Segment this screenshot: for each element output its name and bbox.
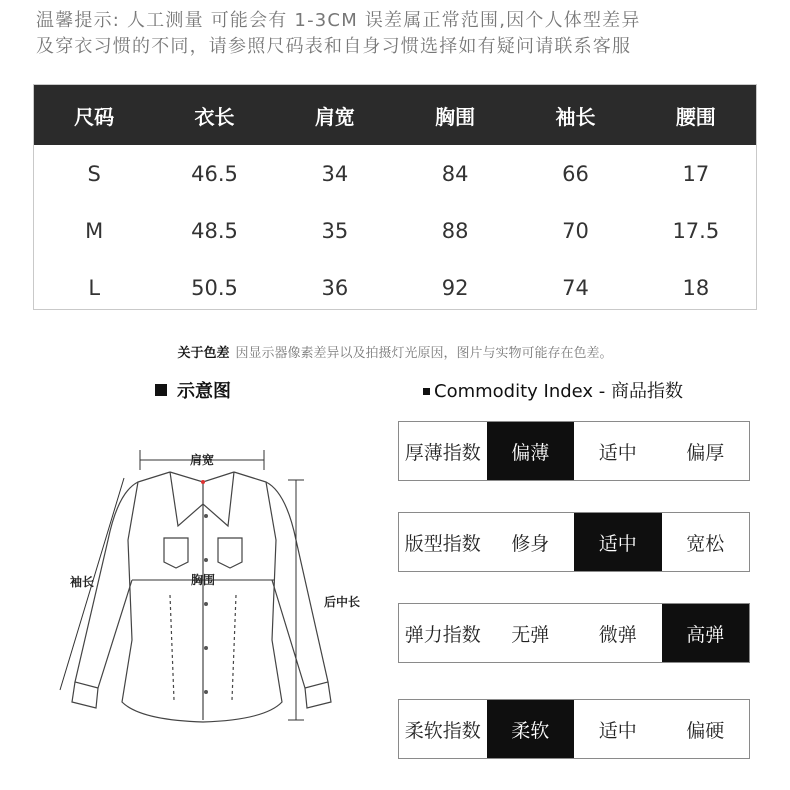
index-option: 适中 — [598, 441, 637, 464]
collar-point-icon — [201, 480, 205, 484]
table-cell: 70 — [562, 218, 589, 243]
square-bullet-icon — [155, 384, 167, 396]
table-cell: 66 — [562, 161, 589, 186]
index-option: 适中 — [598, 719, 637, 742]
table-cell: 35 — [321, 218, 349, 243]
size-table — [33, 84, 757, 310]
index-option: 宽松 — [686, 532, 725, 555]
table-cell: M — [85, 218, 104, 243]
size-table-header-row — [34, 85, 756, 145]
index-row-elasticity — [398, 603, 750, 663]
shirt-diagram — [20, 420, 385, 780]
index-option: 修身 — [511, 532, 550, 555]
index-title — [423, 377, 683, 403]
button-dots — [204, 514, 208, 694]
table-row — [34, 145, 756, 202]
table-cell: 18 — [682, 275, 710, 300]
notice-line-2: 及穿衣习惯的不同，请参照尺码表和自身习惯选择如有疑问请联系客服 — [36, 36, 632, 57]
table-cell: 88 — [441, 218, 469, 243]
table-cell: 34 — [321, 161, 349, 186]
index-label: 版型指数 — [404, 532, 481, 555]
header-shoulder: 肩宽 — [275, 85, 395, 145]
color-difference-note — [0, 342, 790, 361]
index-label: 厚薄指数 — [404, 441, 481, 464]
color-note-title: 关于色差 — [177, 346, 230, 361]
table-cell: 74 — [562, 275, 589, 300]
chest-label: 胸围 — [190, 573, 216, 587]
table-row — [34, 202, 756, 259]
header-length: 衣长 — [154, 85, 274, 145]
shirt-outline-icon — [69, 472, 331, 722]
index-row-fit — [398, 512, 750, 572]
color-note-text: 因显示器像素差异以及拍摄灯光原因，图片与实物可能存在色差。 — [235, 346, 613, 361]
shoulder-label: 肩宽 — [189, 453, 215, 467]
table-cell: 50.5 — [191, 275, 238, 300]
diagram-title — [155, 377, 231, 403]
index-option: 无弹 — [511, 623, 550, 646]
back-length-label: 后中长 — [323, 595, 361, 609]
index-option: 柔软 — [487, 700, 575, 758]
index-option: 高弹 — [662, 604, 750, 662]
table-cell: 17.5 — [672, 218, 720, 243]
index-option: 偏硬 — [686, 719, 725, 742]
index-label: 柔软指数 — [404, 719, 481, 742]
index-option: 微弹 — [598, 623, 637, 646]
notice-line-1: 温馨提示: 人工测量 可能会有 1-3CM 误差属正常范围,因个人体型差异 — [36, 10, 641, 31]
table-cell: 36 — [321, 275, 349, 300]
table-cell: L — [88, 275, 101, 300]
header-sleeve: 袖长 — [515, 85, 635, 145]
index-row-softness — [398, 699, 750, 759]
index-option: 偏薄 — [487, 422, 575, 480]
table-cell: 92 — [441, 275, 469, 300]
table-cell: 17 — [682, 161, 710, 186]
header-chest: 胸围 — [395, 85, 515, 145]
table-row — [34, 259, 756, 316]
measurement-notice — [36, 8, 766, 60]
index-option: 偏厚 — [686, 441, 725, 464]
index-label: 弹力指数 — [404, 623, 481, 646]
index-option: 适中 — [574, 513, 662, 571]
table-cell: 48.5 — [191, 218, 238, 243]
table-cell: 84 — [441, 161, 469, 186]
index-row-thickness — [398, 421, 750, 481]
index-title-text: Commodity Index - 商品指数 — [434, 381, 684, 402]
square-bullet-icon — [423, 388, 430, 395]
header-size: 尺码 — [34, 85, 154, 145]
diagram-title-text: 示意图 — [177, 381, 231, 402]
table-cell: 46.5 — [191, 161, 238, 186]
header-waist: 腰围 — [636, 85, 756, 145]
sleeve-label: 袖长 — [69, 575, 95, 589]
table-cell: S — [87, 161, 101, 186]
